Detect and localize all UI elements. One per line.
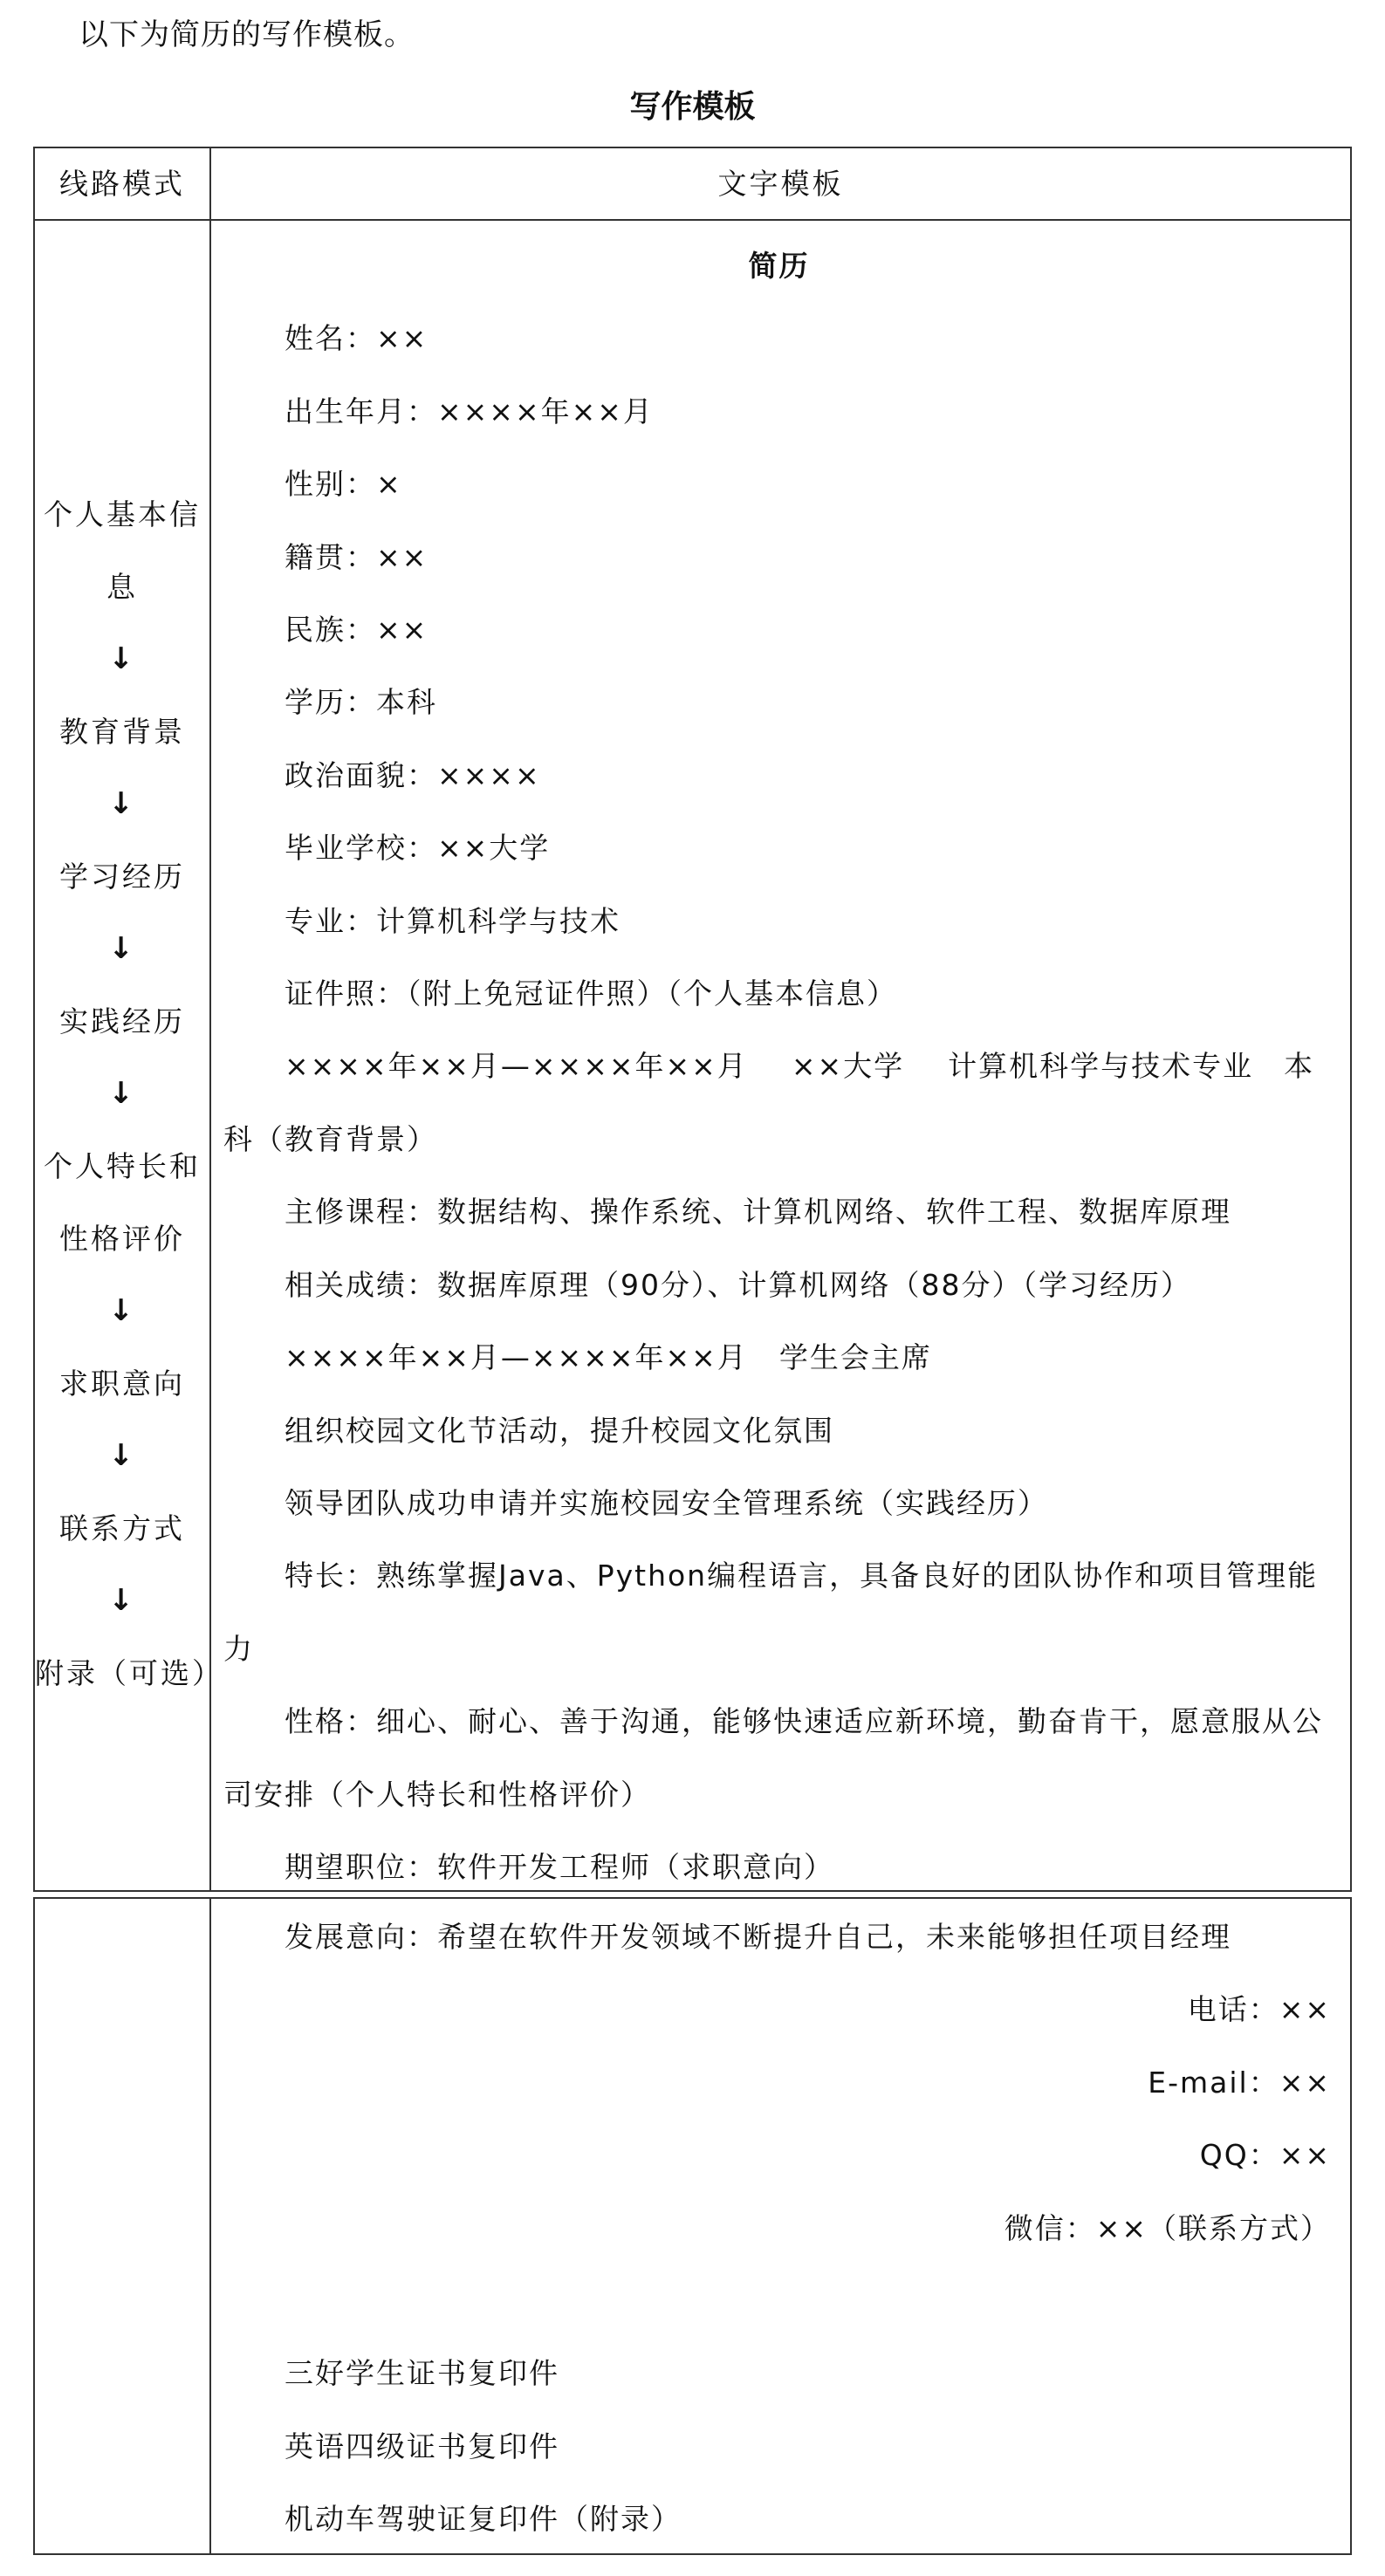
template-table-continued	[33, 1897, 1352, 2555]
contact-qq: QQ：××	[1199, 2138, 1331, 2173]
down-arrow-icon: ↓	[108, 786, 136, 821]
flow-step-education: 教育背景	[59, 715, 185, 749]
flow-step-job-intention: 求职意向	[59, 1367, 185, 1401]
contact-wechat: 微信：××（联系方式）	[1004, 2210, 1331, 2245]
down-arrow-icon: ↓	[108, 1438, 136, 1473]
table-caption: 写作模板	[629, 89, 756, 125]
intro-text: 以下为简历的写作模板。	[79, 17, 415, 52]
practice-period: ××××年××月—××××年××月	[285, 1340, 748, 1375]
column-divider	[209, 148, 211, 1890]
column-divider	[209, 1899, 211, 2553]
practice-role: 学生会主席	[778, 1340, 932, 1375]
template-table	[33, 147, 1352, 1892]
resume-native-place: 籍贯：××	[285, 539, 429, 574]
header-divider	[35, 219, 1350, 221]
resume-degree: 学历：本科	[285, 685, 437, 720]
down-arrow-icon: ↓	[108, 1583, 136, 1618]
flow-step-study: 学习经历	[59, 860, 185, 894]
resume-gender: 性别：×	[285, 467, 402, 502]
resume-content	[223, 230, 1334, 1903]
down-arrow-icon: ↓	[108, 641, 136, 676]
appendix-item-2: 英语四级证书复印件	[285, 2429, 559, 2463]
resume-political-status: 政治面貌：××××	[285, 757, 541, 792]
flow-step-contact: 联系方式	[59, 1511, 185, 1545]
resume-personality: 性格：细心、耐心、善于沟通，能够快速适应新环境，勤奋肯干，愿意服从公司安排（个人特长和性格评价）	[223, 1704, 1323, 1812]
resume-school: 毕业学校：××大学	[285, 831, 551, 866]
resume-development: 发展意向：希望在软件开发领域不断提升自己，未来能够担任项目经理	[285, 1920, 1231, 1954]
resume-content-continued	[223, 1901, 1334, 2556]
appendix-item-1: 三好学生证书复印件	[285, 2356, 559, 2391]
resume-practice-1: 组织校园文化节活动，提升校园文化氛围	[285, 1413, 834, 1448]
resume-major: 专业：计算机科学与技术	[285, 903, 621, 938]
flow-step-practice: 实践经历	[59, 1004, 185, 1038]
resume-courses: 主修课程：数据结构、操作系统、计算机网络、软件工程、数据库原理	[285, 1195, 1231, 1230]
flow-step-appendix: 附录（可选）	[35, 1656, 223, 1690]
education-school: ××大学	[791, 1049, 905, 1084]
appendix-item-3: 机动车驾驶证复印件（附录）	[285, 2502, 682, 2537]
resume-birth: 出生年月：××××年××月	[285, 394, 654, 428]
contact-email: E-mail：××	[1148, 2065, 1331, 2100]
flow-step-basic-info-text: 个人基本信息	[44, 497, 201, 604]
header-text-template: 文字模板	[717, 167, 844, 201]
resume-practice-2: 领导团队成功申请并实施校园安全管理系统（实践经历）	[285, 1485, 1048, 1520]
resume-education	[223, 1030, 1334, 1175]
header-route-mode: 线路模式	[59, 167, 185, 201]
resume-desired-position: 期望职位：软件开发工程师（求职意向）	[285, 1849, 834, 1884]
resume-photo: 证件照：（附上免冠证件照）（个人基本信息）	[285, 976, 897, 1011]
resume-skills: 特长：熟练掌握Java、Python编程语言，具备良好的团队协作和项目管理能力	[223, 1559, 1319, 1666]
education-period: ××××年××月—××××年××月	[285, 1049, 748, 1084]
route-flow	[35, 478, 223, 1709]
down-arrow-icon: ↓	[108, 1293, 136, 1328]
down-arrow-icon: ↓	[108, 931, 136, 966]
resume-name: 姓名：××	[285, 321, 429, 356]
contact-phone: 电话：××	[1187, 1992, 1331, 2027]
resume-title: 简历	[748, 249, 810, 283]
resume-grades: 相关成绩：数据库原理（90分）、计算机网络（88分）（学习经历）	[285, 1267, 1191, 1302]
flow-step-basic-info	[35, 478, 209, 623]
education-major: 计算机科学与技术专业 本科（教育背景）	[223, 1049, 1315, 1156]
blank-line	[223, 2264, 1334, 2337]
resume-ethnicity: 民族：××	[285, 613, 429, 647]
resume-practice-period	[223, 1321, 1334, 1394]
flow-step-personality: 个人特长和性格评价	[44, 1149, 201, 1256]
down-arrow-icon: ↓	[108, 1076, 136, 1111]
